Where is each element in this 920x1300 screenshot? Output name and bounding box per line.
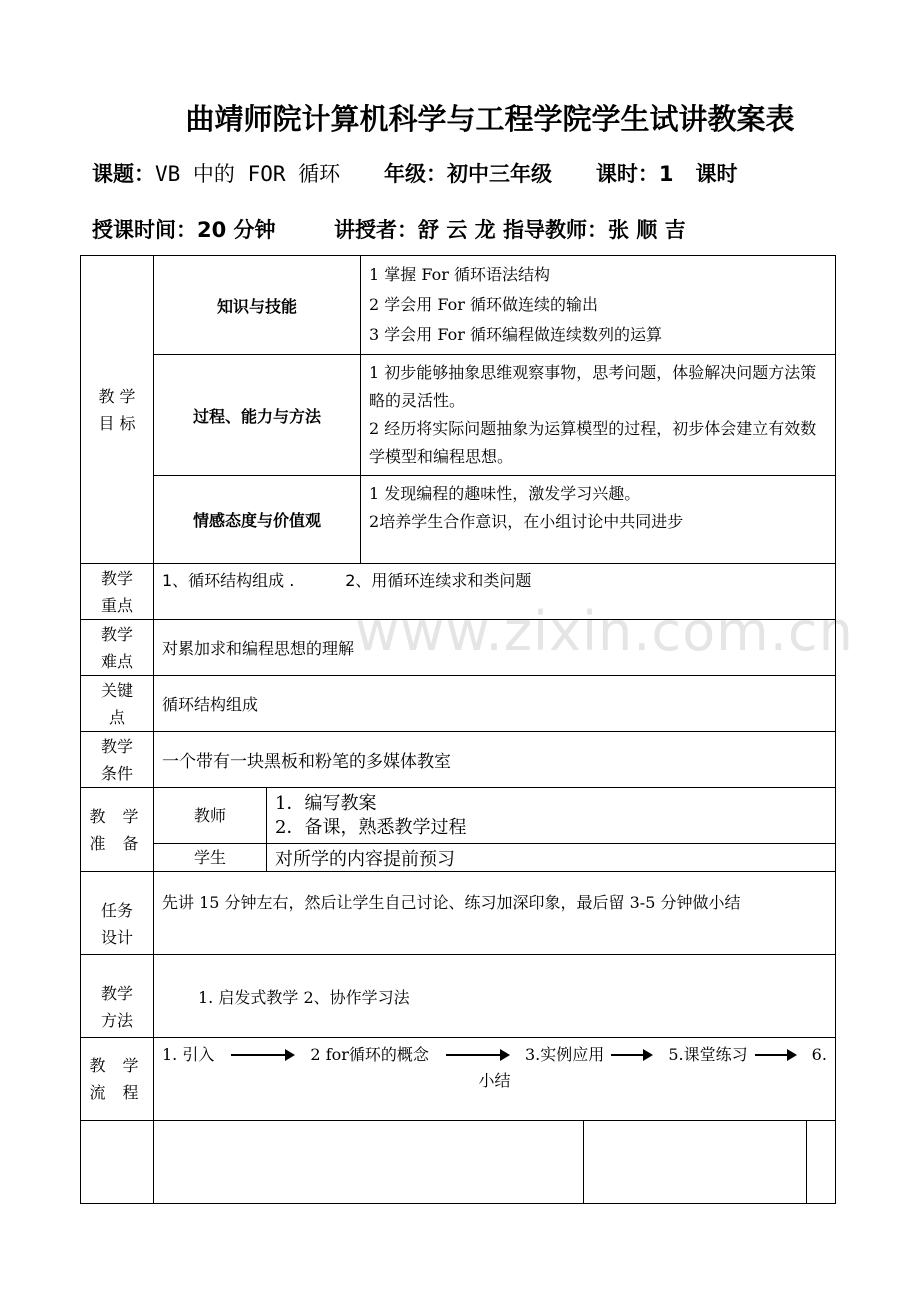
flow-step: 5.课堂练习 [668, 1045, 748, 1064]
empty-cell [584, 1121, 807, 1203]
prep-teacher-content [267, 788, 836, 844]
process-content [361, 355, 836, 476]
arrow-right-icon [231, 1054, 293, 1056]
prep-teacher-item: 2．备课，熟悉教学过程 [275, 816, 467, 838]
task-text: 先讲 15 分钟左右，然后让学生自己讨论、练习加深印象，最后留 3-5 分钟做小结 [154, 872, 836, 955]
task-label: 任务设计 [81, 872, 154, 955]
hours-value: 1 [658, 162, 674, 186]
knowledge-item: 3 学会用 For 循环编程做连续数列的运算 [369, 325, 662, 344]
difficulties-text: 对累加求和编程思想的理解 [154, 620, 836, 676]
knowledge-content [361, 256, 836, 355]
flow-step: 2 for循环的概念 [310, 1045, 429, 1064]
emotion-label: 情感态度与价值观 [154, 476, 361, 564]
header-line-1 [92, 158, 737, 188]
empty-cell [807, 1121, 835, 1203]
lecturer-label: 讲授者： [334, 218, 419, 242]
flow-content [154, 1038, 836, 1121]
emotion-content [361, 476, 836, 564]
document-title: 曲靖师院计算机科学与工程学院学生试讲教案表 [185, 102, 795, 136]
knowledge-item: 2 学会用 For 循环做连续的输出 [369, 295, 598, 314]
time-label: 授课时间： [92, 218, 197, 242]
prep-student-label: 学生 [154, 844, 267, 872]
grade-label: 年级： [384, 162, 448, 186]
prep-teacher-item: 1．编写教案 [275, 792, 377, 814]
empty-cell [584, 1121, 836, 1204]
prep-label: 教 学 准 备 [81, 788, 154, 872]
method-text: 1. 启发式教学 2、协作学习法 [154, 955, 836, 1038]
difficulties-label: 教学难点 [81, 620, 154, 676]
method-label: 教学方法 [81, 955, 154, 1038]
arrow-right-icon [755, 1054, 795, 1056]
process-item: 2 经历将实际问题抽象为运算模型的过程，初步体会建立有效数学模型和编程思想。 [369, 419, 817, 466]
lecturer-value: 舒 云 龙 [418, 218, 496, 242]
lesson-plan-table [80, 255, 836, 1204]
key-label: 关键点 [81, 676, 154, 732]
conditions-text: 一个带有一块黑板和粉笔的多媒体教室 [154, 732, 836, 788]
process-item: 1 初步能够抽象思维观察事物，思考问题，体验解决问题方法策略的灵活性。 [369, 363, 817, 410]
conditions-label: 教学条件 [81, 732, 154, 788]
advisor-value: 张 顺 吉 [607, 218, 686, 242]
empty-split [584, 1121, 835, 1203]
key-points-text: 1、循环结构组成 . 2、用循环连续求和类问题 [154, 564, 836, 620]
flow-last: 小结 [478, 1071, 511, 1090]
hours-unit: 课时 [695, 162, 738, 186]
prep-student-text: 对所学的内容提前预习 [267, 844, 836, 872]
header-line-2 [92, 214, 686, 244]
goals-label: 教 学 目 标 [81, 256, 154, 564]
flow-step: 3.实例应用 [524, 1045, 605, 1064]
emotion-item: 1 发现编程的趣味性，激发学习兴趣。 [369, 484, 641, 503]
emotion-item: 2培养学生合作意识，在小组讨论中共同进步 [369, 512, 684, 531]
advisor-label: 指导教师： [502, 218, 608, 242]
knowledge-item: 1 掌握 For 循环语法结构 [369, 265, 550, 284]
flow-step: 6. [811, 1045, 827, 1064]
topic-value: VB 中的 FOR 循环 [155, 162, 341, 186]
topic-label: 课题： [92, 162, 155, 186]
arrow-right-icon [446, 1054, 508, 1056]
empty-cell [81, 1121, 154, 1204]
hours-label: 课时： [595, 162, 659, 186]
flow-label: 教 学 流 程 [81, 1038, 154, 1121]
key-text: 循环结构组成 [154, 676, 836, 732]
key-points-label: 教学重点 [81, 564, 154, 620]
prep-teacher-label: 教师 [154, 788, 267, 844]
watermark: www.zixin.com.cn [355, 600, 854, 663]
time-value: 20 分钟 [197, 218, 276, 242]
empty-cell [154, 1121, 584, 1204]
flow-row [162, 1042, 827, 1068]
arrow-right-icon [611, 1054, 651, 1056]
grade-value: 初中三年级 [447, 162, 553, 186]
process-label: 过程、能力与方法 [154, 355, 361, 476]
flow-step: 1. 引入 [162, 1045, 215, 1064]
knowledge-label: 知识与技能 [154, 256, 361, 355]
